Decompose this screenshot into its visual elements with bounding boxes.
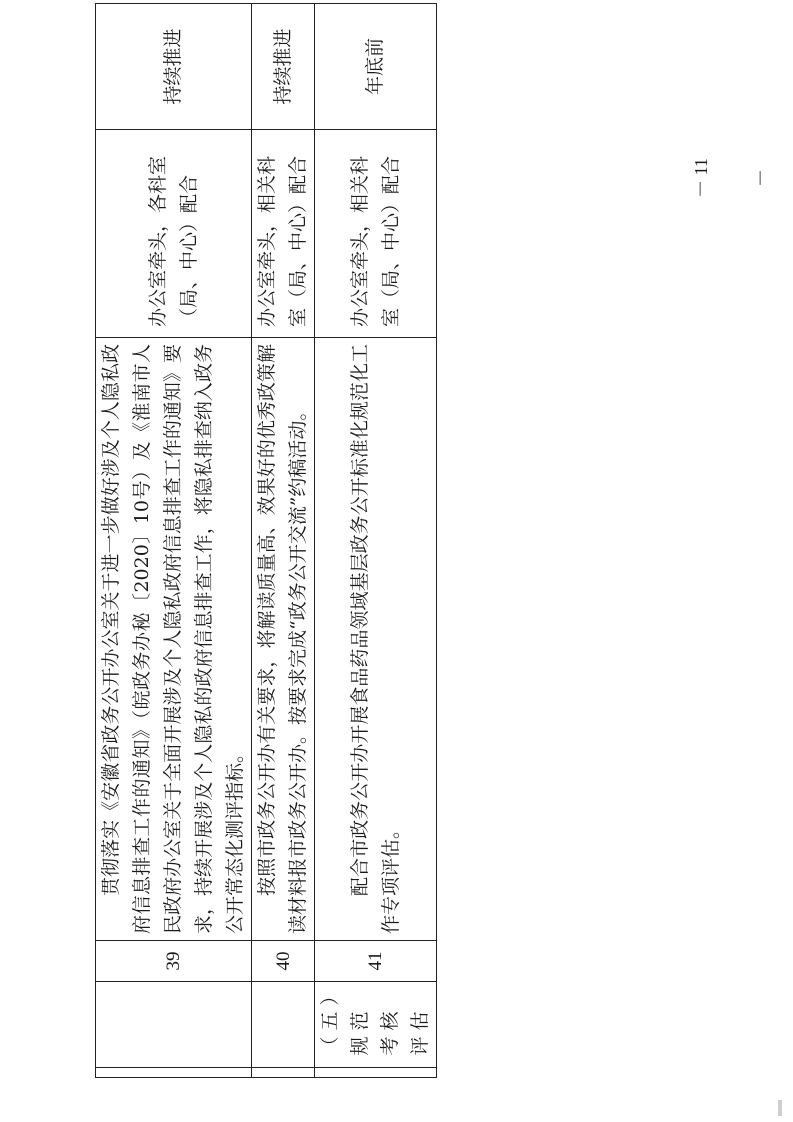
deadline: 持续推进: [252, 4, 315, 130]
row-number: 39: [96, 941, 252, 982]
responsible-unit: 办公室牵头，相关科室（局、中心）配合: [315, 130, 437, 338]
task-description: 按照市政务公开办有关要求，将解读质量高、效果好的优秀政策解读材料报市政务公开办。按要求完成“政务公开交流”约稿活动。: [252, 338, 315, 941]
table-margin-cell: [252, 1068, 315, 1078]
section-title: （五）规范考核评估: [319, 980, 431, 1056]
responsible-unit: 办公室牵头，相关科室（局、中心）配合: [252, 130, 315, 338]
section-cell: [96, 982, 252, 1068]
page-number: － 11 －: [691, 158, 771, 198]
section-cell: [315, 982, 437, 1068]
responsible-unit: 办公室牵头，各科室（局、中心）配合: [96, 130, 252, 338]
task-description: 配合市政务公开办开展食品药品领域基层政务公开标准化规范化工作专项评估。: [315, 338, 437, 941]
row-number: 41: [315, 941, 437, 982]
table-margin-cell: [315, 1068, 437, 1078]
deadline: 持续推进: [96, 4, 252, 130]
deadline: 年底前: [315, 4, 437, 130]
section-cell: [252, 982, 315, 1068]
table-margin-cell: [96, 1068, 252, 1078]
row-number: 40: [252, 941, 315, 982]
work-task-table: [95, 3, 437, 1078]
task-description: 贯彻落实《安徽省政务公开办公室关于进一步做好涉及个人隐私政府信息排查工作的通知》（皖政务办秘〔2020〕10号）及《淮南市人民政府办公室关于全面开展涉及个人隐私政府信息排查工作的通知》要求，持续开展涉及个人隐私的政府信息排查工作，将隐私排查纳入政务公开常态化测评指标。: [96, 338, 252, 941]
table-row: [252, 4, 315, 1078]
table-row: [315, 4, 437, 1078]
table-row: [96, 4, 252, 1078]
scan-edge-mark: [778, 1100, 782, 1116]
